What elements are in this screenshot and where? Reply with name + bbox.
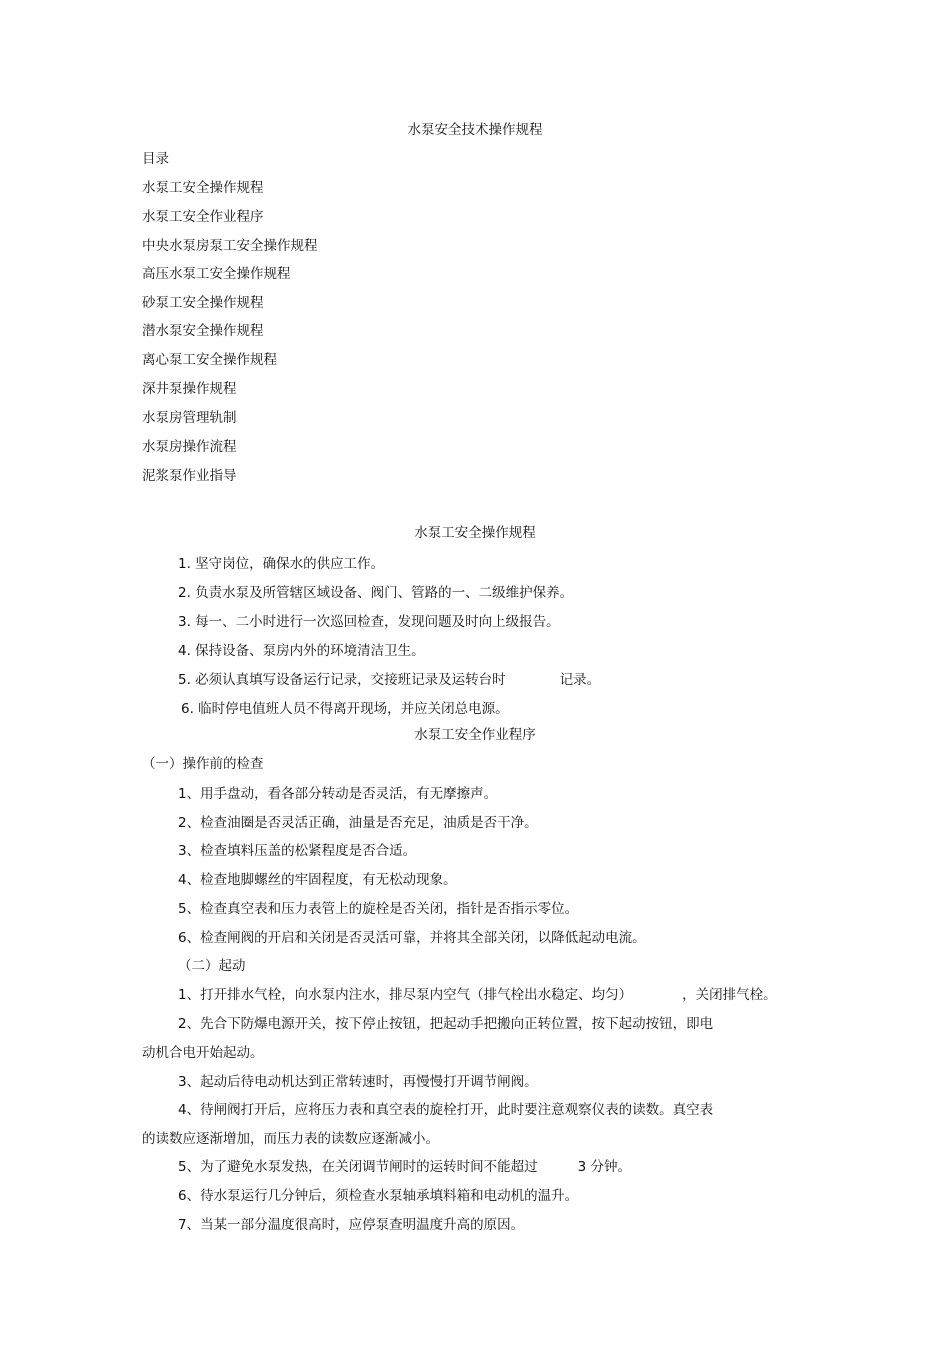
procedure-item: 4、待闸阀打开后，应将压力表和真空表的旋栓打开，此时要注意观察仪表的读数。真空表 [178, 1102, 714, 1118]
procedure-item-text: 1、打开排水气栓，向水泵内注水，排尽泵内空气（排气栓出水稳定、均匀） [178, 987, 633, 1003]
procedure-item-text: ，关闭排气栓。 [682, 987, 777, 1003]
toc-item: 泥浆泵作业指导 [142, 468, 237, 484]
procedure-item-continuation: 的读数应逐渐增加，而压力表的读数应逐渐减小。 [142, 1131, 439, 1147]
rule-item: 2. 负责水泵及所管辖区域设备、阀门、管路的一、二级维护保养。 [178, 585, 574, 601]
procedure-item-text: 3 分钟。 [577, 1159, 631, 1175]
subsection-heading: （二）起动 [178, 958, 246, 974]
toc-item: 水泵工安全作业程序 [142, 209, 264, 225]
procedure-item-continuation: 动机合电开始起动。 [142, 1045, 264, 1061]
rule-item-text: 记录。 [559, 672, 601, 688]
rule-item: 4. 保持设备、泵房内外的环境清洁卫生。 [178, 643, 425, 659]
toc-item: 潜水泵安全操作规程 [142, 323, 264, 339]
subsection-heading: （一）操作前的检查 [142, 756, 264, 772]
section-title: 水泵工安全作业程序 [414, 727, 536, 743]
procedure-item: 2、检查油圈是否灵活正确，油量是否充足，油质是否干净。 [178, 815, 538, 831]
toc-item: 砂泵工安全操作规程 [142, 295, 264, 311]
procedure-item: 7、当某一部分温度很高时，应停泵查明温度升高的原因。 [178, 1217, 525, 1233]
rule-item [178, 671, 600, 689]
rule-item: 1. 坚守岗位，确保水的供应工作。 [178, 556, 385, 572]
procedure-item: 6、待水泵运行几分钟后，须检查水泵轴承填料箱和电动机的温升。 [178, 1188, 579, 1204]
procedure-item: 1、用手盘动，看各部分转动是否灵活，有无摩擦声。 [178, 786, 498, 802]
rule-item: 6. 临时停电值班人员不得离开现场，并应关闭总电源。 [181, 701, 509, 717]
procedure-item [178, 986, 777, 1004]
toc-item: 深井泵操作规程 [142, 381, 237, 397]
procedure-item [178, 1158, 631, 1176]
section-title: 水泵工安全操作规程 [414, 525, 536, 541]
procedure-item: 6、检查闸阀的开启和关闭是否灵活可靠，并将其全部关闭，以降低起动电流。 [178, 930, 646, 946]
toc-item: 离心泵工安全操作规程 [142, 352, 277, 368]
procedure-item-text: 5、为了避免水泵发热，在关闭调节闸时的运转时间不能超过 [178, 1159, 538, 1175]
toc-item: 水泵房管理轨制 [142, 410, 237, 426]
procedure-item: 2、先合下防爆电源开关，按下停止按钮，把起动手把搬向正转位置，按下起动按钮，即电 [178, 1016, 714, 1032]
procedure-item: 4、检查地脚螺丝的牢固程度，有无松动现象。 [178, 872, 457, 888]
rule-item: 3. 每一、二小时进行一次巡回检查，发现问题及时向上级报告。 [178, 614, 560, 630]
toc-item: 中央水泵房泵工安全操作规程 [142, 238, 318, 254]
document-title: 水泵安全技术操作规程 [407, 122, 543, 138]
procedure-item: 5、检查真空表和压力表管上的旋栓是否关闭，指针是否指示零位。 [178, 901, 579, 917]
toc-item: 水泵工安全操作规程 [142, 180, 264, 196]
rule-item-text: 5. 必须认真填写设备运行记录，交接班记录及运转台时 [178, 672, 506, 688]
toc-heading: 目录 [142, 151, 169, 167]
procedure-item: 3、起动后待电动机达到正常转速时，再慢慢打开调节闸阀。 [178, 1074, 538, 1090]
toc-item: 高压水泵工安全操作规程 [142, 266, 291, 282]
toc-item: 水泵房操作流程 [142, 439, 237, 455]
procedure-item: 3、检查填料压盖的松紧程度是否合适。 [178, 843, 417, 859]
